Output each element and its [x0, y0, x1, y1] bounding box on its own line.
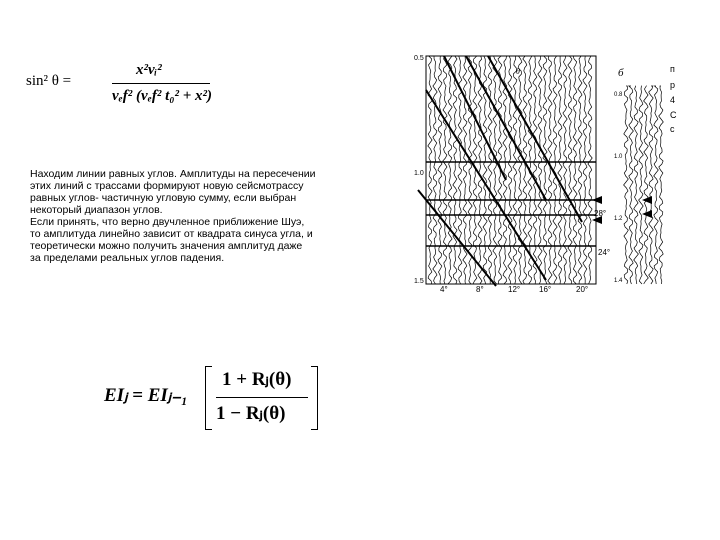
seismic-trace [453, 56, 457, 284]
y-tick-label: 1.0 [414, 170, 424, 177]
seismic-trace [558, 56, 562, 284]
side-panel-traces [624, 86, 664, 284]
paragraph-line: теоретически можно получить значения амплитуд даже [30, 240, 303, 252]
seismic-trace [468, 56, 472, 284]
seismic-trace [644, 86, 649, 284]
y-tick-label: 1.5 [414, 278, 424, 285]
theta-label: θ [516, 67, 520, 76]
seismic-trace [588, 56, 592, 284]
angle-label: 28° [594, 209, 607, 218]
side-tick-label: 1.4 [614, 278, 623, 284]
angle-label: 24° [598, 248, 611, 257]
paragraph-line: за пределами реальных углов падения. [30, 252, 225, 264]
seismic-trace [493, 56, 497, 284]
fraction-bar [112, 83, 210, 84]
seismic-trace [573, 56, 577, 284]
seismic-trace [488, 56, 492, 284]
paragraph-line: то амплитуда линейно зависит от квадрата синуса угла, и [30, 228, 313, 240]
seismic-trace [433, 56, 437, 284]
seismic-traces [428, 56, 592, 284]
description-paragraph [30, 168, 380, 264]
paragraph-line: этих линий с трассами формируют новую сейсмотрассу [30, 180, 304, 192]
side-tick-label: 0.8 [614, 92, 623, 98]
arrow-icon [592, 196, 602, 204]
side-tick-label: 1.0 [614, 154, 623, 160]
seismic-gather-figure [396, 50, 678, 294]
x-tick-label: 20° [576, 285, 589, 294]
cut-text: с [670, 124, 675, 134]
seismic-trace [654, 86, 659, 284]
seismic-trace [513, 56, 517, 284]
right-bracket [311, 366, 318, 430]
seismic-trace [443, 56, 447, 284]
x-tick-label: 8° [476, 285, 484, 294]
x-tick-label: 12° [508, 285, 521, 294]
formula-numerator: 1 + Rⱼ(θ) [222, 369, 292, 390]
formula-lhs: sin² θ = [26, 73, 72, 89]
formula-lhs: EIⱼ = EIⱼ₋₁ [104, 385, 188, 406]
seismic-trace [543, 56, 547, 284]
paragraph-line: Если принять, что верно двучленное приближение Шуэ, [30, 216, 305, 228]
seismic-trace [649, 86, 654, 284]
formula-numerator: x²vᵢ² [136, 62, 162, 78]
seismic-trace [448, 56, 452, 284]
x-tick-label: 16° [539, 285, 552, 294]
y-tick-label: 0.5 [414, 55, 424, 62]
seismic-trace [578, 56, 582, 284]
seismic-trace [428, 56, 432, 284]
sin-theta-formula [26, 58, 216, 114]
formula-denominator: vₑf² (vₑf² t₀² + x²) [112, 88, 213, 104]
seismic-trace [659, 86, 664, 284]
elastic-impedance-formula [104, 364, 324, 434]
formula-denominator: 1 − Rⱼ(θ) [216, 403, 286, 424]
seismic-trace [629, 86, 634, 284]
seismic-trace [438, 56, 442, 284]
paragraph-line: равных углов- частичную угловую сумму, если выбран [30, 192, 297, 204]
seismic-trace [583, 56, 587, 284]
paragraph-line: Находим линии равных углов. Амплитуды на пересечении [30, 168, 316, 180]
seismic-trace [518, 56, 522, 284]
seismic-trace [533, 56, 537, 284]
seismic-trace [478, 56, 482, 284]
seismic-trace [538, 56, 542, 284]
seismic-trace [624, 86, 629, 284]
side-tick-label: 1.2 [614, 216, 623, 222]
side-panel-label: б [618, 67, 624, 79]
seismic-trace [639, 86, 644, 284]
cut-text: С [670, 110, 677, 120]
seismic-trace [563, 56, 567, 284]
left-bracket [205, 366, 212, 430]
cut-text: р [670, 80, 676, 90]
seismic-trace [568, 56, 572, 284]
cut-text: 4 [670, 95, 676, 105]
x-tick-label: 4° [440, 285, 448, 294]
seismic-trace [634, 86, 639, 284]
paragraph-line: некоторый диапазон углов. [30, 204, 163, 216]
fraction-bar [216, 397, 308, 398]
cut-text: п [670, 64, 675, 74]
